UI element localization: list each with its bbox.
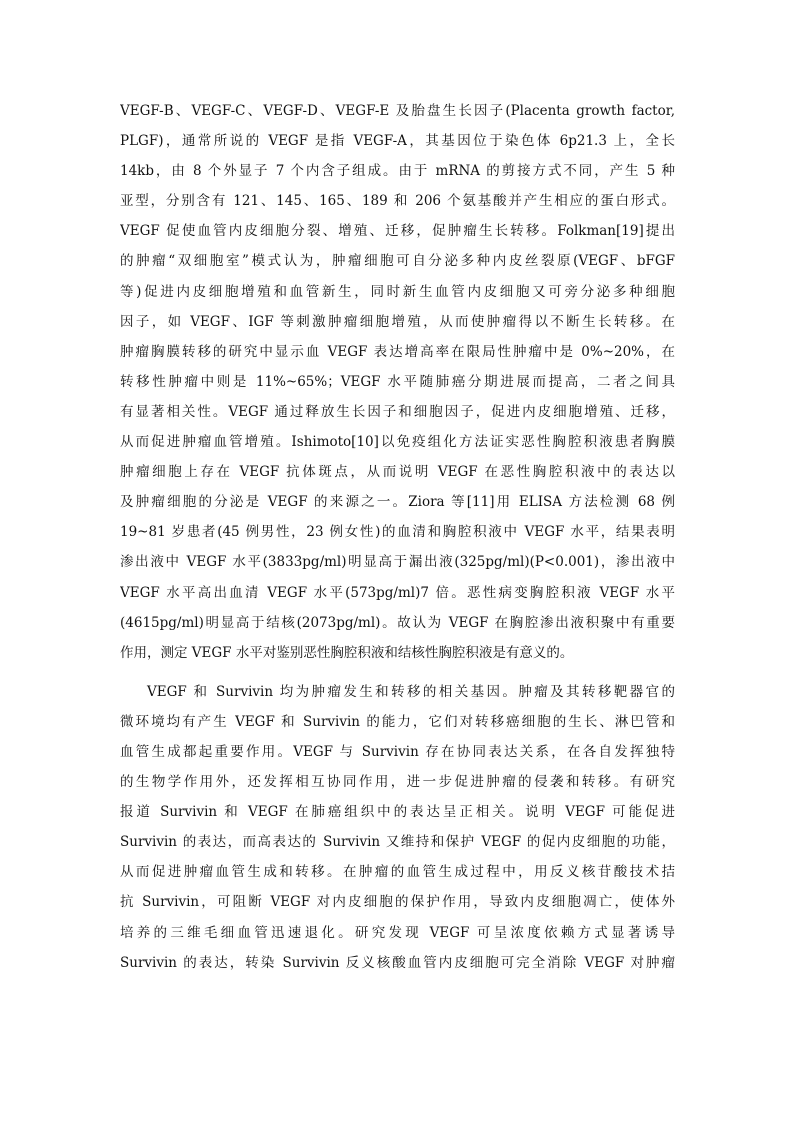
text-line: Survivin 的表达，转染 Survivin 反义核酸血管内皮细胞可完全消除 VEGF 对肿瘤 (120, 954, 675, 971)
text-line: 及肿瘤细胞的分泌是 VEGF 的来源之一。Ziora 等[11]用 ELISA 方法检测 68 例 (120, 494, 675, 511)
text-line: VEGF 水平高出血清 VEGF 水平(573pg/ml)7 倍。恶性病变胸腔积液 VEGF 水平 (120, 584, 675, 601)
text-line: VEGF-B、VEGF-C、VEGF-D、VEGF-E 及胎盘生长因子(Placenta growth factor, (120, 103, 675, 119)
text-line: 从而促进肿瘤血管增殖。Ishimoto[10]以免疫组化方法证实恶性胸腔积液患者胸膜 (120, 434, 675, 451)
text-line: 有显著相关性。VEGF 通过释放生长因子和细胞因子，促进内皮细胞增殖、迁移， (120, 403, 675, 420)
paragraph-vegf-overview (120, 96, 675, 668)
text-line: PLGF)，通常所说的 VEGF 是指 VEGF-A，其基因位于染色体 6p21.3 上，全长 (120, 133, 675, 150)
paragraph-vegf-survivin (120, 677, 675, 978)
text-line: 微环境均有产生 VEGF 和 Survivin 的能力，它们对转移癌细胞的生长、淋巴管和 (120, 713, 675, 730)
text-line: 报道 Survivin 和 VEGF 在肺癌组织中的表达呈正相关。说明 VEGF 可能促进 (120, 804, 675, 821)
text-line: 从而促进肿瘤血管生成和转移。在肿瘤的血管生成过程中，用反义核苷酸技术拮 (120, 864, 675, 881)
text-line: 肿瘤细胞上存在 VEGF 抗体斑点，从而说明 VEGF 在恶性胸腔积液中的表达以 (120, 464, 675, 481)
text-line: 作用，测定 VEGF 水平对鉴别恶性胸腔积液和结核性胸腔积液是有意义的。 (120, 644, 574, 661)
text-line: 培养的三维毛细血管迅速退化。研究发现 VEGF 可呈浓度依赖方式显著诱导 (120, 924, 675, 941)
document-page (120, 96, 675, 978)
text-line: 亚型，分别含有 121、145、165、189 和 206 个氨基酸并产生相应的蛋白形式。 (120, 193, 675, 210)
text-line: 因子，如 VEGF、IGF 等刺激肿瘤细胞增殖，从而使肿瘤得以不断生长转移。在 (120, 313, 675, 330)
text-line: 的肿瘤“双细胞室”模式认为，肿瘤细胞可自分泌多种内皮丝裂原(VEGF、bFGF (120, 253, 675, 270)
text-line: 的生物学作用外，还发挥相互协同作用，进一步促进肿瘤的侵袭和转移。有研究 (120, 774, 675, 791)
text-line: 血管生成都起重要作用。VEGF 与 Survivin 存在协同表达关系，在各自发挥独特 (120, 743, 675, 760)
paragraph-gap (120, 668, 675, 677)
text-line: (4615pg/ml)明显高于结核(2073pg/ml)。故认为 VEGF 在胸腔渗出液积聚中有重要 (120, 614, 675, 631)
text-line: 转移性肿瘤中则是 11%~65%；VEGF 水平随肺癌分期进展而提高，二者之间具 (120, 373, 675, 390)
text-line: 肿瘤胸膜转移的研究中显示血 VEGF 表达增高率在限局性肿瘤中是 0%~20%，在 (120, 343, 675, 360)
text-line: Survivin 的表达，而高表达的 Survivin 又维持和保护 VEGF 的促内皮细胞的功能， (120, 834, 675, 851)
text-line: VEGF 促使血管内皮细胞分裂、增殖、迁移，促肿瘤生长转移。Folkman[19]提出 (120, 223, 675, 240)
text-line: 渗出液中 VEGF 水平(3833pg/ml)明显高于漏出液(325pg/ml)(P<0.001)，渗出液中 (120, 554, 675, 571)
text-line: 14kb，由 8 个外显子 7 个内含子组成。由于 mRNA 的剪接方式不同，产生 5 种 (120, 163, 675, 180)
text-line: VEGF 和 Survivin 均为肿瘤发生和转移的相关基因。肿瘤及其转移靶器官的 (147, 683, 675, 700)
text-line: 抗 Survivin，可阻断 VEGF 对内皮细胞的保护作用，导致内皮细胞凋亡，使体外 (120, 894, 675, 911)
text-line: 等)促进内皮细胞增殖和血管新生，同时新生血管内皮细胞又可旁分泌多种细胞 (120, 283, 675, 300)
text-line: 19~81 岁患者(45 例男性，23 例女性)的血清和胸腔积液中 VEGF 水平，结果表明 (120, 524, 675, 541)
